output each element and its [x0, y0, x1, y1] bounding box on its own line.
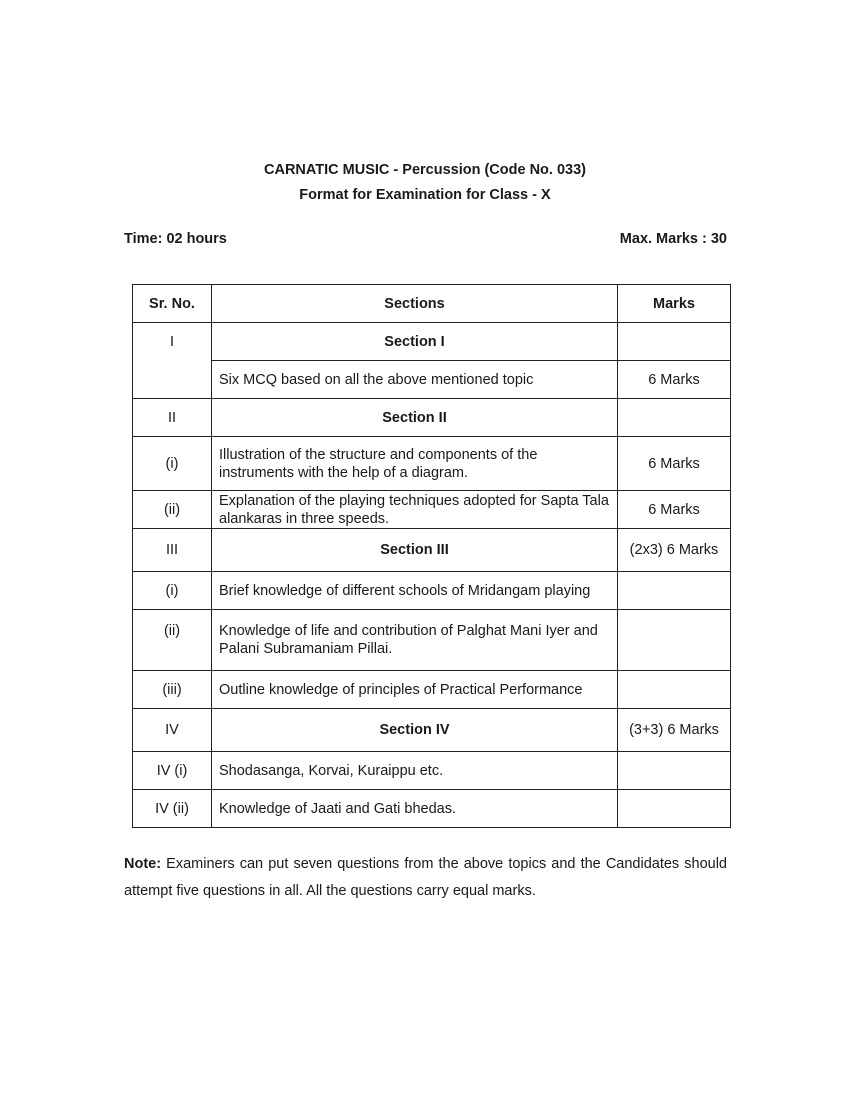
row-sr: III	[133, 529, 212, 572]
table-row	[133, 323, 731, 361]
row-marks: 6 Marks	[618, 361, 731, 399]
row-marks: 6 Marks	[618, 491, 731, 529]
row-text: Outline knowledge of principles of Practical Performance	[212, 671, 618, 709]
exam-format-table	[132, 284, 731, 828]
table-row	[133, 709, 731, 752]
row-marks: (2x3) 6 Marks	[618, 529, 731, 572]
header-sr-no: Sr. No.	[133, 285, 212, 323]
row-marks	[618, 572, 731, 610]
row-text: Explanation of the playing techniques adopted for Sapta Tala alankaras in three speeds.	[212, 491, 618, 529]
table-row	[133, 752, 731, 790]
exam-time: Time: 02 hours	[124, 231, 227, 247]
section-heading: Section IV	[212, 709, 618, 752]
table-row	[133, 437, 731, 491]
table-row	[133, 361, 731, 399]
table-row	[133, 572, 731, 610]
row-sr: IV (ii)	[133, 790, 212, 828]
table-row	[133, 671, 731, 709]
section-heading: Section III	[212, 529, 618, 572]
row-marks	[618, 671, 731, 709]
table-row	[133, 610, 731, 671]
note-label: Note:	[124, 856, 162, 872]
row-text: Brief knowledge of different schools of Mridangam playing	[212, 572, 618, 610]
row-text: Six MCQ based on all the above mentioned topic	[212, 361, 618, 399]
row-marks	[618, 399, 731, 437]
max-marks: Max. Marks : 30	[619, 231, 727, 247]
row-marks	[618, 752, 731, 790]
table-row	[133, 790, 731, 828]
table-row	[133, 529, 731, 572]
document-subtitle: Format for Examination for Class - X	[299, 187, 551, 203]
header-sections: Sections	[212, 285, 618, 323]
row-sr: (ii)	[133, 491, 212, 529]
row-sr: (i)	[133, 572, 212, 610]
row-marks	[618, 790, 731, 828]
row-text: Shodasanga, Korvai, Kuraippu etc.	[212, 752, 618, 790]
document-title: CARNATIC MUSIC - Percussion (Code No. 033)	[264, 162, 586, 178]
note-paragraph	[124, 851, 727, 905]
row-marks	[618, 323, 731, 361]
row-sr: IV	[133, 709, 212, 752]
row-marks: (3+3) 6 Marks	[618, 709, 731, 752]
row-text: Illustration of the structure and components of the instruments with the help of a diagram.	[212, 437, 618, 491]
row-marks	[618, 610, 731, 671]
table-row	[133, 399, 731, 437]
note-text: Examiners can put seven questions from the above topics and the Candidates should attempt five questions in all. All the questions carry equal marks.	[124, 856, 727, 899]
row-sr: (iii)	[133, 671, 212, 709]
table-header-row	[133, 285, 731, 323]
section-heading: Section II	[212, 399, 618, 437]
row-sr: II	[133, 399, 212, 437]
section-heading: Section I	[212, 323, 618, 361]
row-sr: IV (i)	[133, 752, 212, 790]
row-text: Knowledge of life and contribution of Palghat Mani Iyer and Palani Subramaniam Pillai.	[212, 610, 618, 671]
row-sr: (i)	[133, 437, 212, 491]
row-marks: 6 Marks	[618, 437, 731, 491]
row-text: Knowledge of Jaati and Gati bhedas.	[212, 790, 618, 828]
table-row	[133, 491, 731, 529]
header-marks: Marks	[618, 285, 731, 323]
row-sr: (ii)	[133, 610, 212, 671]
row-sr: I	[133, 323, 212, 399]
